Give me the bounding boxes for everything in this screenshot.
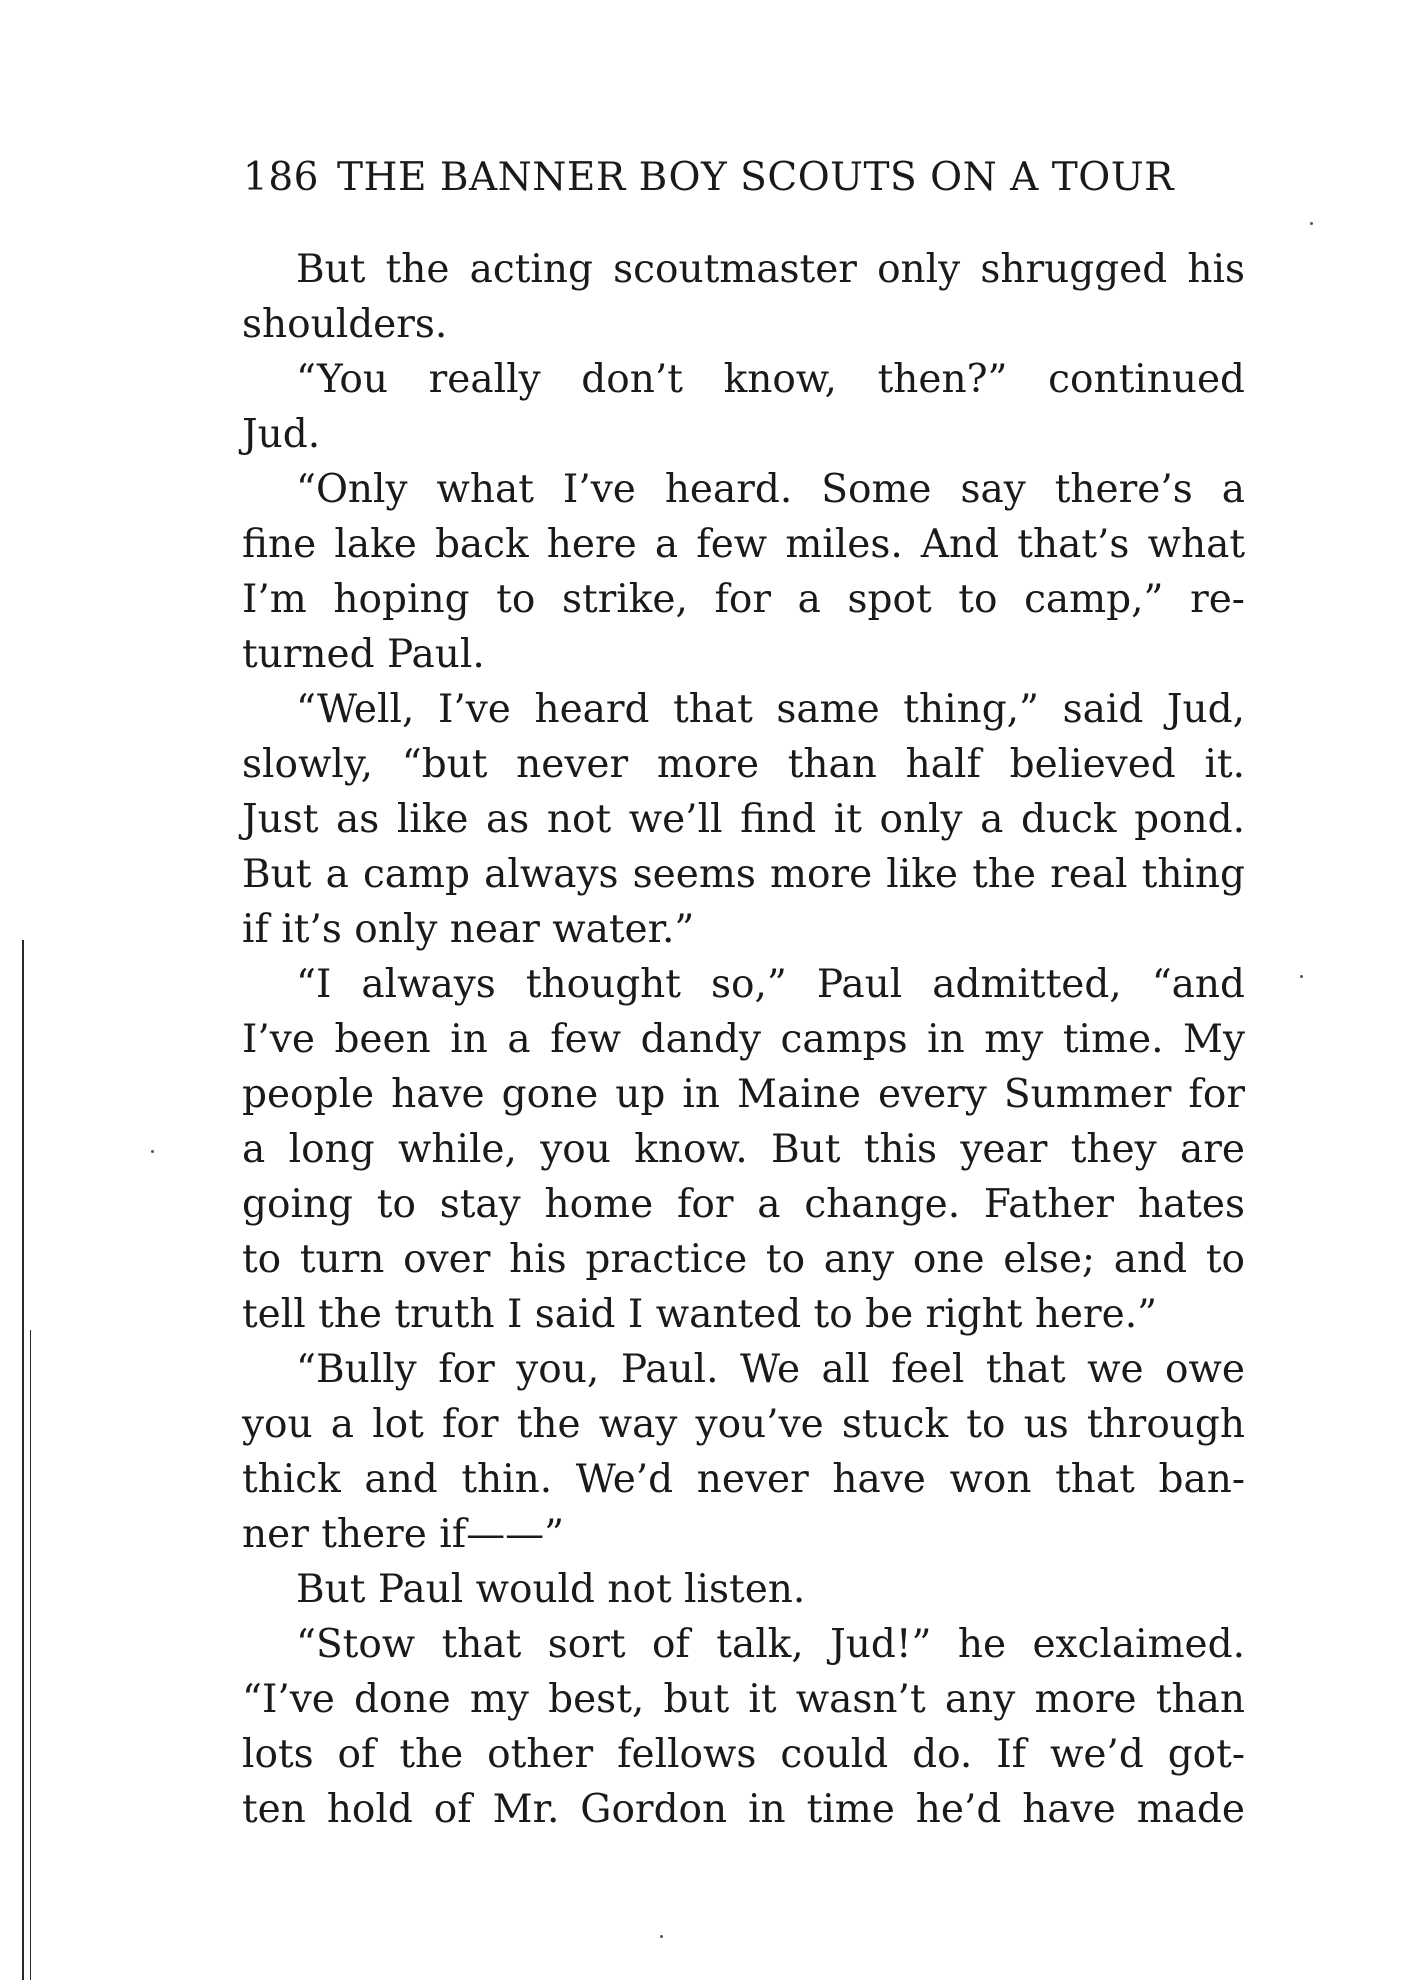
text-line: Jud. <box>242 412 321 457</box>
text-line: ner there if——” <box>242 1512 565 1557</box>
text-line: shoulders. <box>242 302 448 347</box>
text-line: people have gone up in Maine every Summer for <box>242 1072 1245 1117</box>
text-line: “I always thought so,” Paul admitted, “and <box>296 962 1245 1007</box>
text-line: fine lake back here a few miles. And that’s what <box>242 522 1245 567</box>
scan-speck <box>660 1935 663 1938</box>
running-head <box>243 155 1243 200</box>
scan-speck <box>1310 222 1313 225</box>
text-line: lots of the other fellows could do. If we’d got- <box>242 1732 1245 1777</box>
text-line: you a lot for the way you’ve stuck to us through <box>242 1402 1245 1447</box>
page-number: 186 <box>243 155 319 200</box>
text-line: tell the truth I said I wanted to be right here.” <box>242 1292 1158 1337</box>
text-line: going to stay home for a change. Father hates <box>242 1182 1245 1227</box>
scan-binding-mark <box>22 940 24 1980</box>
text-line: But the acting scoutmaster only shrugged his <box>296 247 1245 292</box>
text-line: turned Paul. <box>242 632 485 677</box>
text-line: “Stow that sort of talk, Jud!” he exclaimed. <box>296 1622 1245 1667</box>
text-line: to turn over his practice to any one else; and to <box>242 1237 1245 1282</box>
text-line: I’ve been in a few dandy camps in my time. My <box>242 1017 1245 1062</box>
text-line: “Bully for you, Paul. We all feel that we owe <box>296 1347 1245 1392</box>
text-line: I’m hoping to strike, for a spot to camp,” re- <box>242 577 1245 622</box>
body-text <box>242 242 1245 1837</box>
text-line: But a camp always seems more like the real thing <box>242 852 1245 897</box>
text-line: if it’s only near water.” <box>242 907 695 952</box>
scan-speck <box>151 1150 154 1153</box>
text-line: slowly, “but never more than half believed it. <box>242 742 1245 787</box>
text-line: “Only what I’ve heard. Some say there’s a <box>296 467 1245 512</box>
scan-binding-mark <box>30 1330 31 1980</box>
scan-speck <box>1300 975 1303 978</box>
text-line: “I’ve done my best, but it wasn’t any more than <box>242 1677 1245 1722</box>
text-line: “You really don’t know, then?” continued <box>296 357 1245 402</box>
text-line: a long while, you know. But this year they are <box>242 1127 1245 1172</box>
running-title: THE BANNER BOY SCOUTS ON A TOUR <box>336 155 1174 200</box>
text-line: ten hold of Mr. Gordon in time he’d have made <box>242 1787 1245 1832</box>
text-line: thick and thin. We’d never have won that ban- <box>242 1457 1245 1502</box>
text-line: But Paul would not listen. <box>296 1567 806 1612</box>
text-line: Just as like as not we’ll find it only a duck pond. <box>242 797 1245 842</box>
text-line: “Well, I’ve heard that same thing,” said Jud, <box>296 687 1245 732</box>
